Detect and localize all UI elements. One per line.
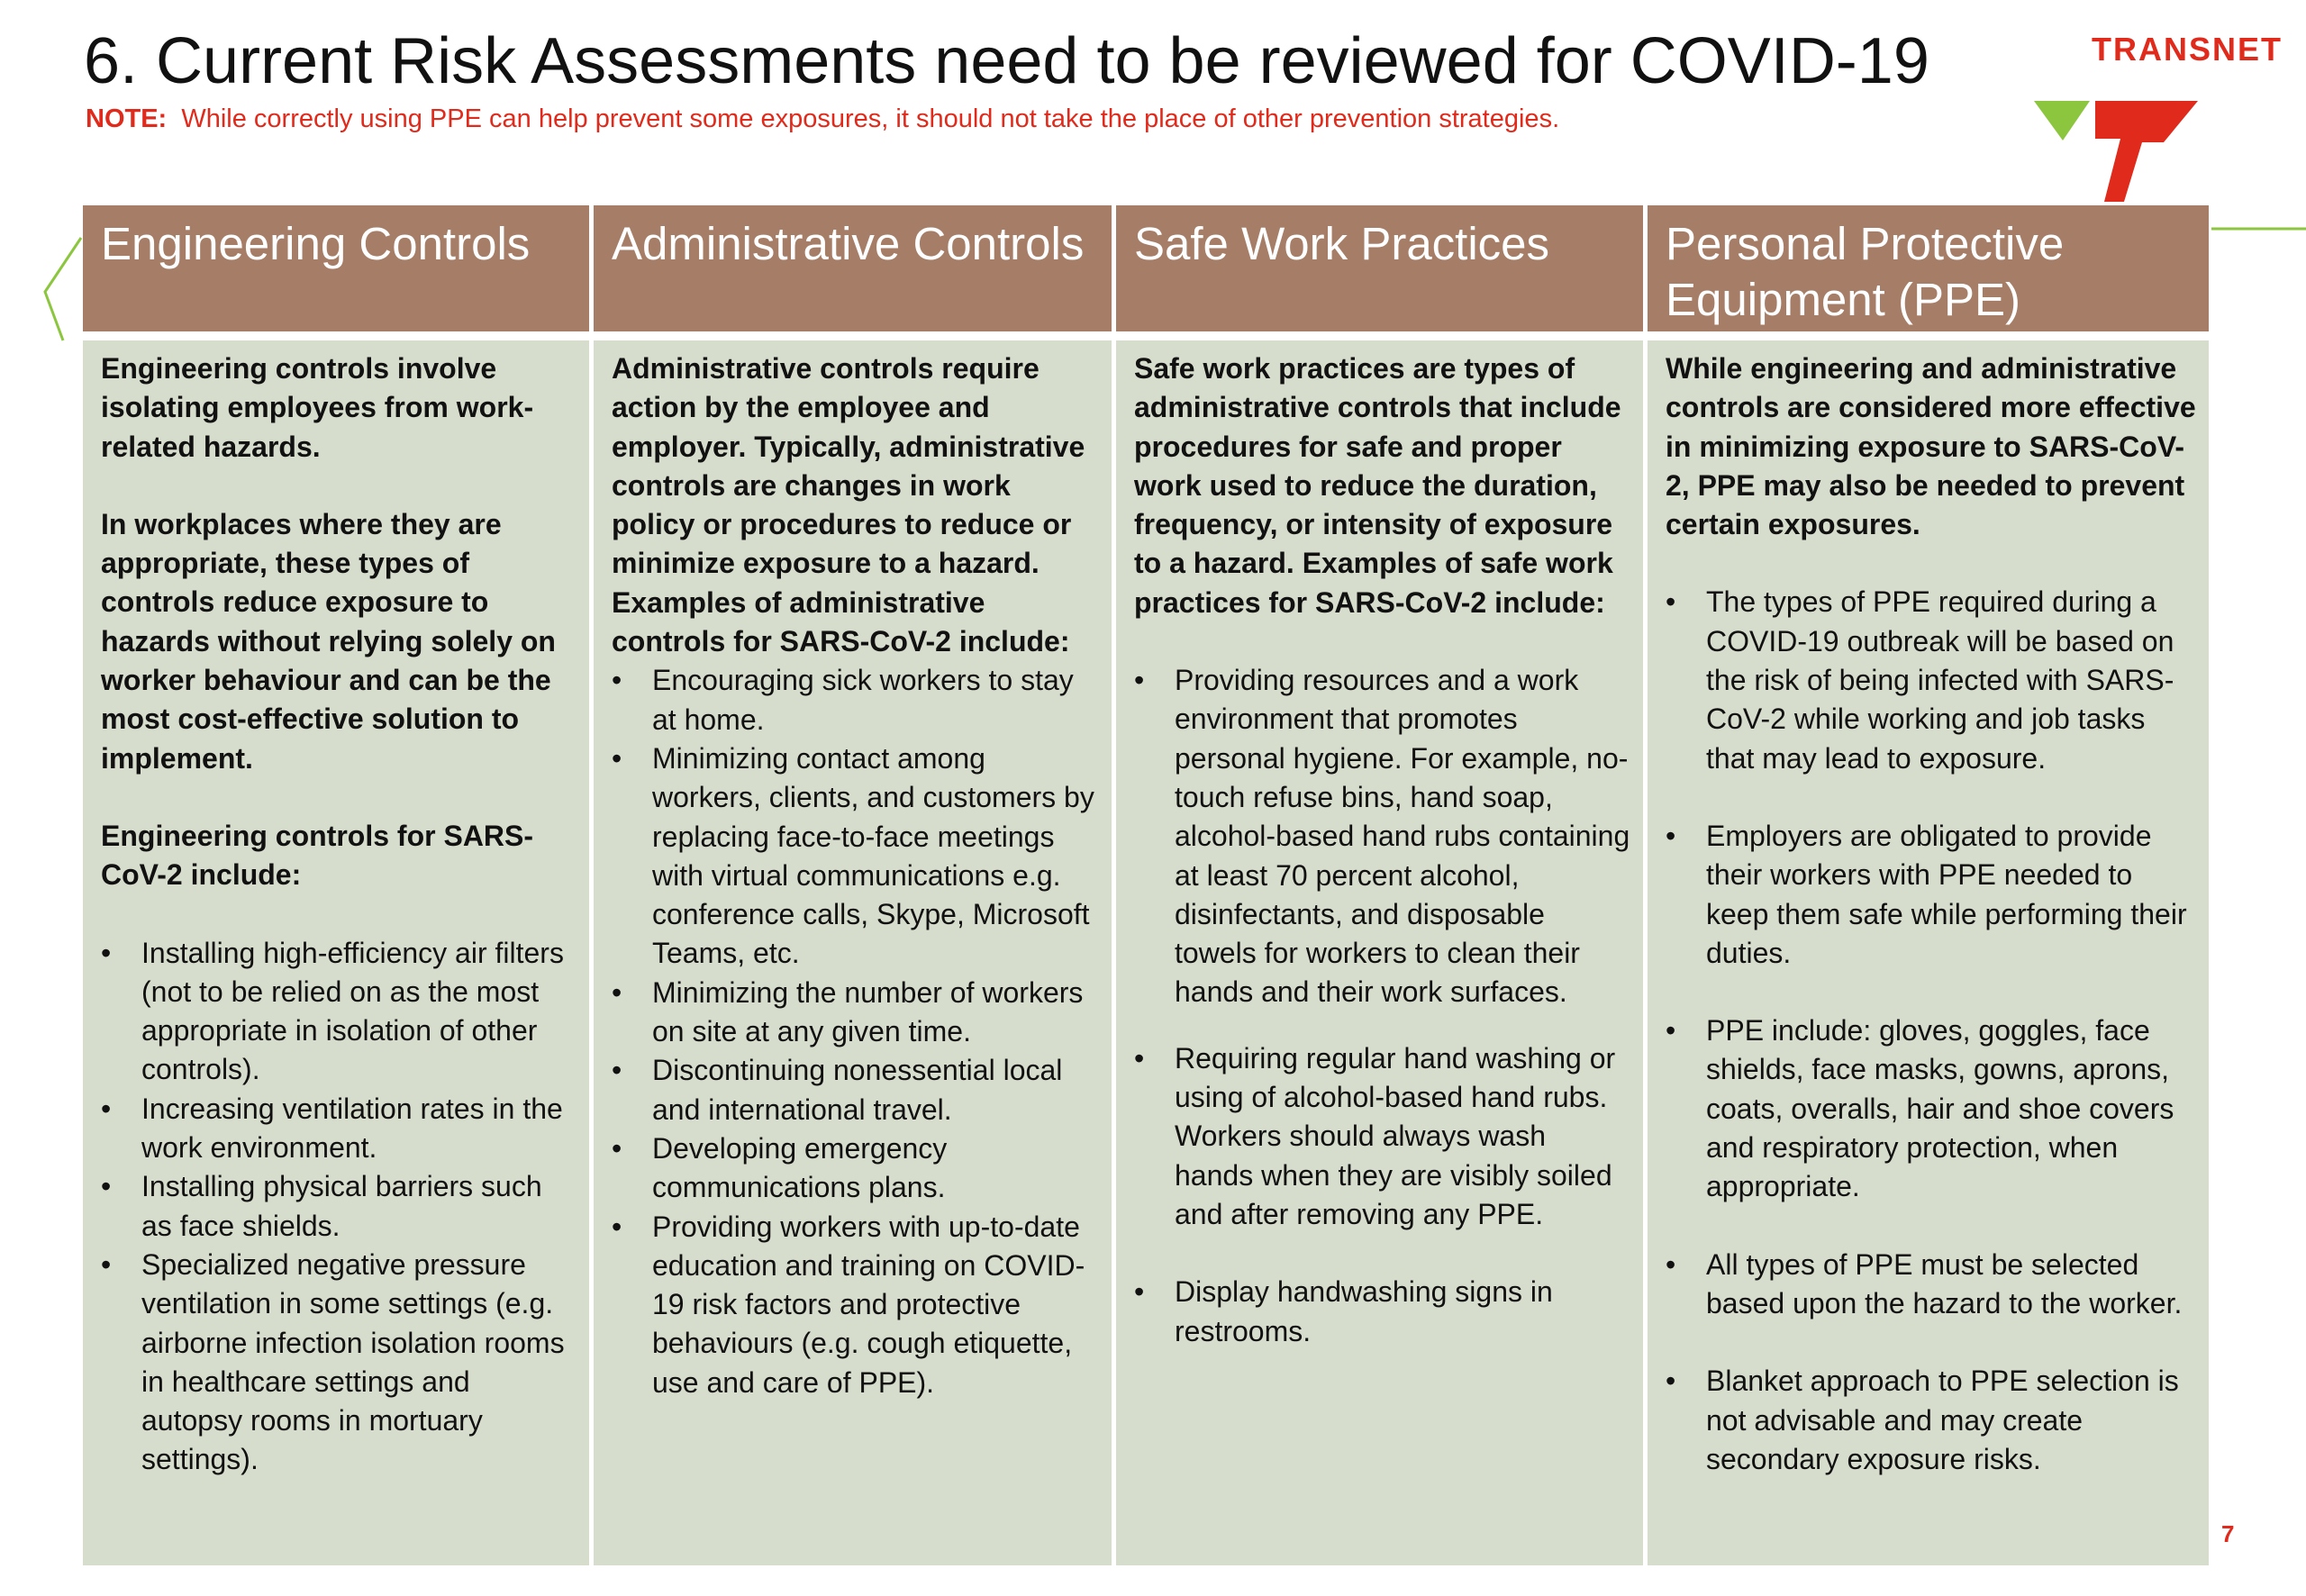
brand-name: TRANSNET	[2092, 31, 2283, 68]
intro-paragraph: While engineering and administrative controls are considered more effective in minimizing exposure to SARS-CoV-2, PPE may also be needed to prevent certain exposures.	[1666, 352, 2196, 541]
transnet-logo-icon	[2027, 97, 2207, 205]
list-item: • All types of PPE must be selected based upon the hazard to the worker.	[1666, 1246, 2196, 1324]
column-header: Personal Protective Equipment (PPE)	[1648, 205, 2209, 331]
list-item: • PPE include: gloves, goggles, face shields, face masks, gowns, aprons, coats, overalls, hair and shoe covers and respiratory protection, when appropriate.	[1666, 1011, 2196, 1206]
column-body	[1116, 340, 1643, 1565]
bullet-list	[612, 661, 1099, 1402]
column-header: Engineering Controls	[83, 205, 589, 331]
note-text: While correctly using PPE can help prevent some exposures, it should not take the place of other prevention strategies.	[181, 104, 1560, 133]
column-safe-work-practices	[1116, 205, 1643, 1565]
column-body	[83, 340, 589, 1565]
column-body	[1648, 340, 2209, 1565]
list-item: • The types of PPE required during a COVID-19 outbreak will be based on the risk of being infected with SARS-CoV-2 while working and job tasks that may lead to exposure.	[1666, 583, 2196, 777]
list-item: • Encouraging sick workers to stay at home.	[612, 661, 1099, 739]
list-item: • Providing resources and a work environment that promotes personal hygiene. For example, no-touch refuse bins, hand soap, alcohol-based hand rubs containing at least 70 percent alcohol, disinfectants, and disposable towels for workers to clean their hands and their work surfaces.	[1134, 661, 1630, 1012]
intro-paragraph: Engineering controls involve isolating employees from work-related hazards.	[101, 352, 534, 463]
column-header: Safe Work Practices	[1116, 205, 1643, 331]
list-item: • Developing emergency communications plans.	[612, 1129, 1099, 1208]
list-item: • Requiring regular hand washing or using of alcohol-based hand rubs. Workers should always wash hands when they are visibly soiled and after removing any PPE.	[1134, 1039, 1630, 1234]
list-item: • Blanket approach to PPE selection is not advisable and may create secondary exposure risks.	[1666, 1362, 2196, 1479]
column-engineering-controls	[83, 205, 589, 1565]
bullet-list	[101, 934, 576, 1480]
decorative-line-right	[2211, 225, 2306, 232]
list-item: • Specialized negative pressure ventilation in some settings (e.g. airborne infection isolation rooms in healthcare settings and autopsy rooms in mortuary settings).	[101, 1246, 576, 1480]
decorative-chevron-left	[40, 236, 85, 342]
list-item: • Providing workers with up-to-date education and training on COVID-19 risk factors and protective behaviours (e.g. cough etiquette, use and care of PPE).	[612, 1208, 1099, 1402]
page-number: 7	[2221, 1520, 2235, 1547]
column-header: Administrative Controls	[594, 205, 1112, 331]
list-item: • Discontinuing nonessential local and international travel.	[612, 1051, 1099, 1129]
list-item: • Employers are obligated to provide their workers with PPE needed to keep them safe while performing their duties.	[1666, 817, 2196, 973]
intro-paragraph: Safe work practices are types of administrative controls that include procedures for safe and proper work used to reduce the duration, frequency, or intensity of exposure to a hazard. Examples of safe work practices for SARS-CoV-2 include:	[1134, 352, 1621, 619]
list-item: • Minimizing the number of workers on site at any given time.	[612, 974, 1099, 1052]
list-item: • Installing physical barriers such as face shields.	[101, 1167, 576, 1246]
intro-paragraph: In workplaces where they are appropriate, these types of controls reduce exposure to hazards without relying solely on worker behaviour and can be the most cost-effective solution to implement.	[101, 507, 556, 775]
intro-paragraph: Administrative controls require action by the employee and employer. Typically, administrative controls are changes in work policy or procedures to reduce or minimize exposure to a hazard. Examples of administrative controls for SARS-CoV-2 include:	[612, 352, 1085, 658]
list-item: • Increasing ventilation rates in the work environment.	[101, 1090, 576, 1168]
intro-paragraph: Engineering controls for SARS-CoV-2 include:	[101, 819, 534, 892]
list-item: • Display handwashing signs in restrooms.	[1134, 1273, 1630, 1351]
column-administrative-controls	[594, 205, 1112, 1565]
note-line	[86, 101, 1559, 137]
list-item: • Installing high-efficiency air filters (not to be relied on as the most appropriate in isolation of other controls).	[101, 934, 576, 1090]
page-title: 6. Current Risk Assessments need to be reviewed for COVID-19	[84, 25, 1929, 97]
list-item: • Minimizing contact among workers, clients, and customers by replacing face-to-face meetings with virtual communications e.g. conference calls, Skype, Microsoft Teams, etc.	[612, 739, 1099, 974]
bullet-list	[1666, 583, 2196, 1479]
note-label: NOTE:	[86, 104, 168, 133]
column-ppe	[1648, 205, 2209, 1565]
column-body	[594, 340, 1112, 1565]
bullet-list	[1134, 661, 1630, 1351]
controls-table	[83, 205, 2209, 1565]
